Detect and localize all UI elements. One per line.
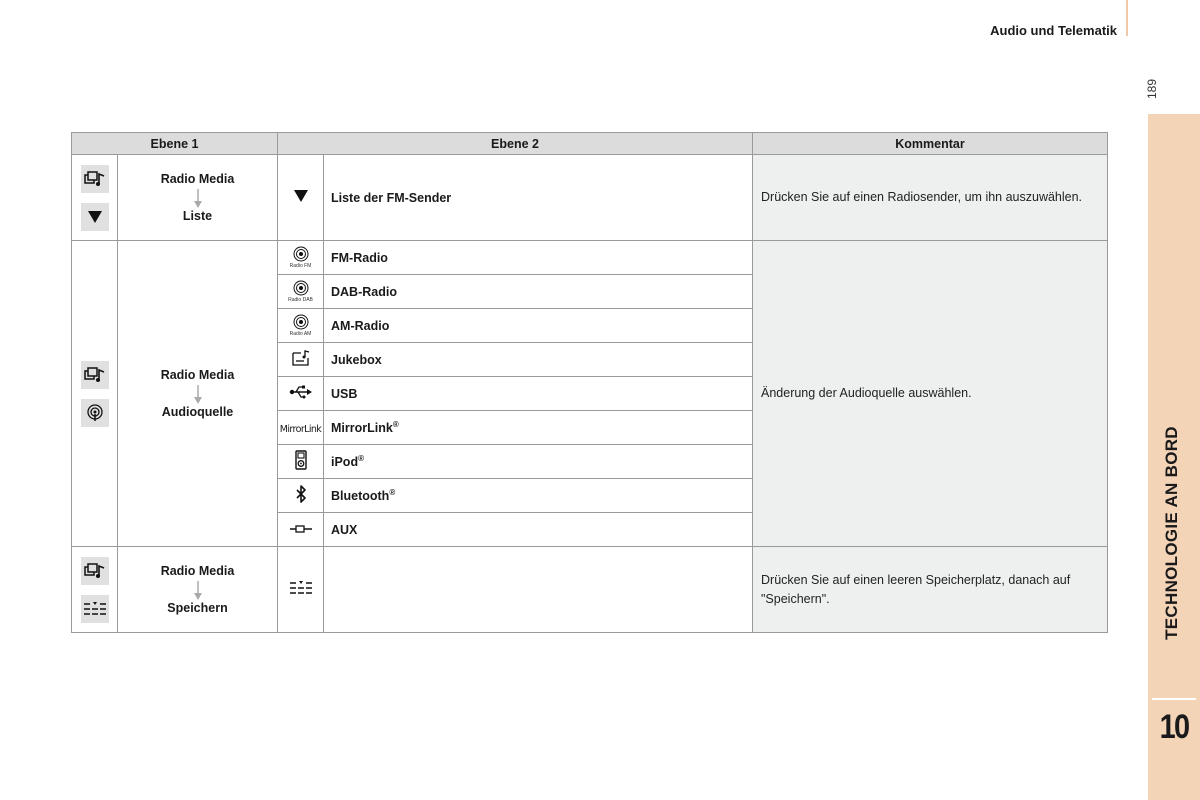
media-radio-icon xyxy=(81,557,109,585)
level2-icon-cell xyxy=(278,513,324,547)
level2-label xyxy=(324,547,753,633)
chapter-divider xyxy=(1152,698,1196,700)
level1-icons xyxy=(72,155,118,241)
icon-caption: Radio DAB xyxy=(288,297,313,303)
media-radio-icon xyxy=(81,165,109,193)
radio-fm-icon xyxy=(278,246,323,269)
table-header-row xyxy=(72,133,1108,155)
jukebox-icon xyxy=(291,349,311,367)
level2-icon-cell xyxy=(278,479,324,513)
triangle-down-icon xyxy=(294,190,308,202)
level2-label: Liste der FM-Sender xyxy=(324,155,753,241)
icon-caption: Radio FM xyxy=(289,263,312,269)
level1-top: Radio Media xyxy=(160,563,235,578)
table-row xyxy=(72,547,1108,633)
aux-label: AUX xyxy=(331,522,358,537)
level2-label xyxy=(324,513,753,547)
level2-label: AM-Radio xyxy=(324,309,753,343)
chapter-title: TECHNOLOGIE AN BORD xyxy=(1162,426,1181,640)
radio-dab-icon xyxy=(278,280,323,303)
level1-icons xyxy=(72,241,118,547)
level2-icon-cell xyxy=(278,411,324,445)
save-preset-icon xyxy=(81,595,109,623)
level2-label xyxy=(324,411,753,445)
level2-icon-cell xyxy=(278,547,324,633)
level1-path xyxy=(118,547,278,633)
table-row xyxy=(72,155,1108,241)
level2-icon-cell xyxy=(278,275,324,309)
ipod-label: iPod xyxy=(331,455,359,470)
bluetooth-label: Bluetooth xyxy=(331,489,390,504)
level2-icon-cell xyxy=(278,343,324,377)
header-title: Audio und Telematik xyxy=(990,23,1117,38)
comment-cell: Drücken Sie auf einen Radiosender, um ihn auszuwählen. xyxy=(753,155,1108,241)
mirrorlink-label: MirrorLink xyxy=(331,421,393,436)
level2-icon-cell xyxy=(278,445,324,479)
level1-bottom: Speichern xyxy=(167,600,228,615)
arrow-down-icon xyxy=(193,581,203,601)
mirrorlink-icon: MirrorLink xyxy=(279,423,322,435)
level2-label xyxy=(324,445,753,479)
header-level2: Ebene 2 xyxy=(278,133,753,155)
level1-bottom: Audioquelle xyxy=(161,404,234,419)
comment-cell: Drücken Sie auf einen leeren Speicherplatz, danach auf "Speichern". xyxy=(753,547,1108,633)
level1-path xyxy=(118,241,278,547)
radio-am-icon xyxy=(278,314,323,337)
arrow-down-icon xyxy=(193,385,203,405)
aux-icon xyxy=(289,524,313,534)
registered-mark: ® xyxy=(389,487,396,497)
table-row xyxy=(72,241,1108,275)
level2-icon-cell xyxy=(278,241,324,275)
chapter-tab xyxy=(1148,114,1200,800)
bluetooth-icon xyxy=(295,484,307,504)
triangle-down-icon xyxy=(81,203,109,231)
level1-bottom: Liste xyxy=(182,208,213,223)
ipod-icon xyxy=(295,450,307,470)
level1-icons xyxy=(72,547,118,633)
level2-label: DAB-Radio xyxy=(324,275,753,309)
usb-icon xyxy=(289,385,313,399)
icon-caption: Radio AM xyxy=(289,331,312,337)
audio-source-icon xyxy=(81,399,109,427)
level1-top: Radio Media xyxy=(160,171,235,186)
header-rule xyxy=(1126,0,1128,36)
menu-table xyxy=(71,132,1108,633)
registered-mark: ® xyxy=(358,453,364,463)
media-radio-icon xyxy=(81,361,109,389)
level2-label xyxy=(324,479,753,513)
level2-label xyxy=(324,377,753,411)
usb-label: USB xyxy=(331,386,358,401)
level2-label: FM-Radio xyxy=(324,241,753,275)
page-number: 189 xyxy=(1145,78,1159,99)
level2-icon-cell xyxy=(278,309,324,343)
level2-label: Jukebox xyxy=(324,343,753,377)
level2-icon-cell xyxy=(278,155,324,241)
header-level1: Ebene 1 xyxy=(72,133,278,155)
level1-path xyxy=(118,155,278,241)
level1-top: Radio Media xyxy=(160,367,235,382)
save-preset-icon xyxy=(289,580,313,596)
registered-mark: ® xyxy=(392,419,399,429)
header-comment: Kommentar xyxy=(753,133,1108,155)
arrow-down-icon xyxy=(193,189,203,209)
chapter-number: 10 xyxy=(1159,708,1189,746)
level2-icon-cell xyxy=(278,377,324,411)
comment-cell: Änderung der Audioquelle auswählen. xyxy=(753,241,1108,547)
